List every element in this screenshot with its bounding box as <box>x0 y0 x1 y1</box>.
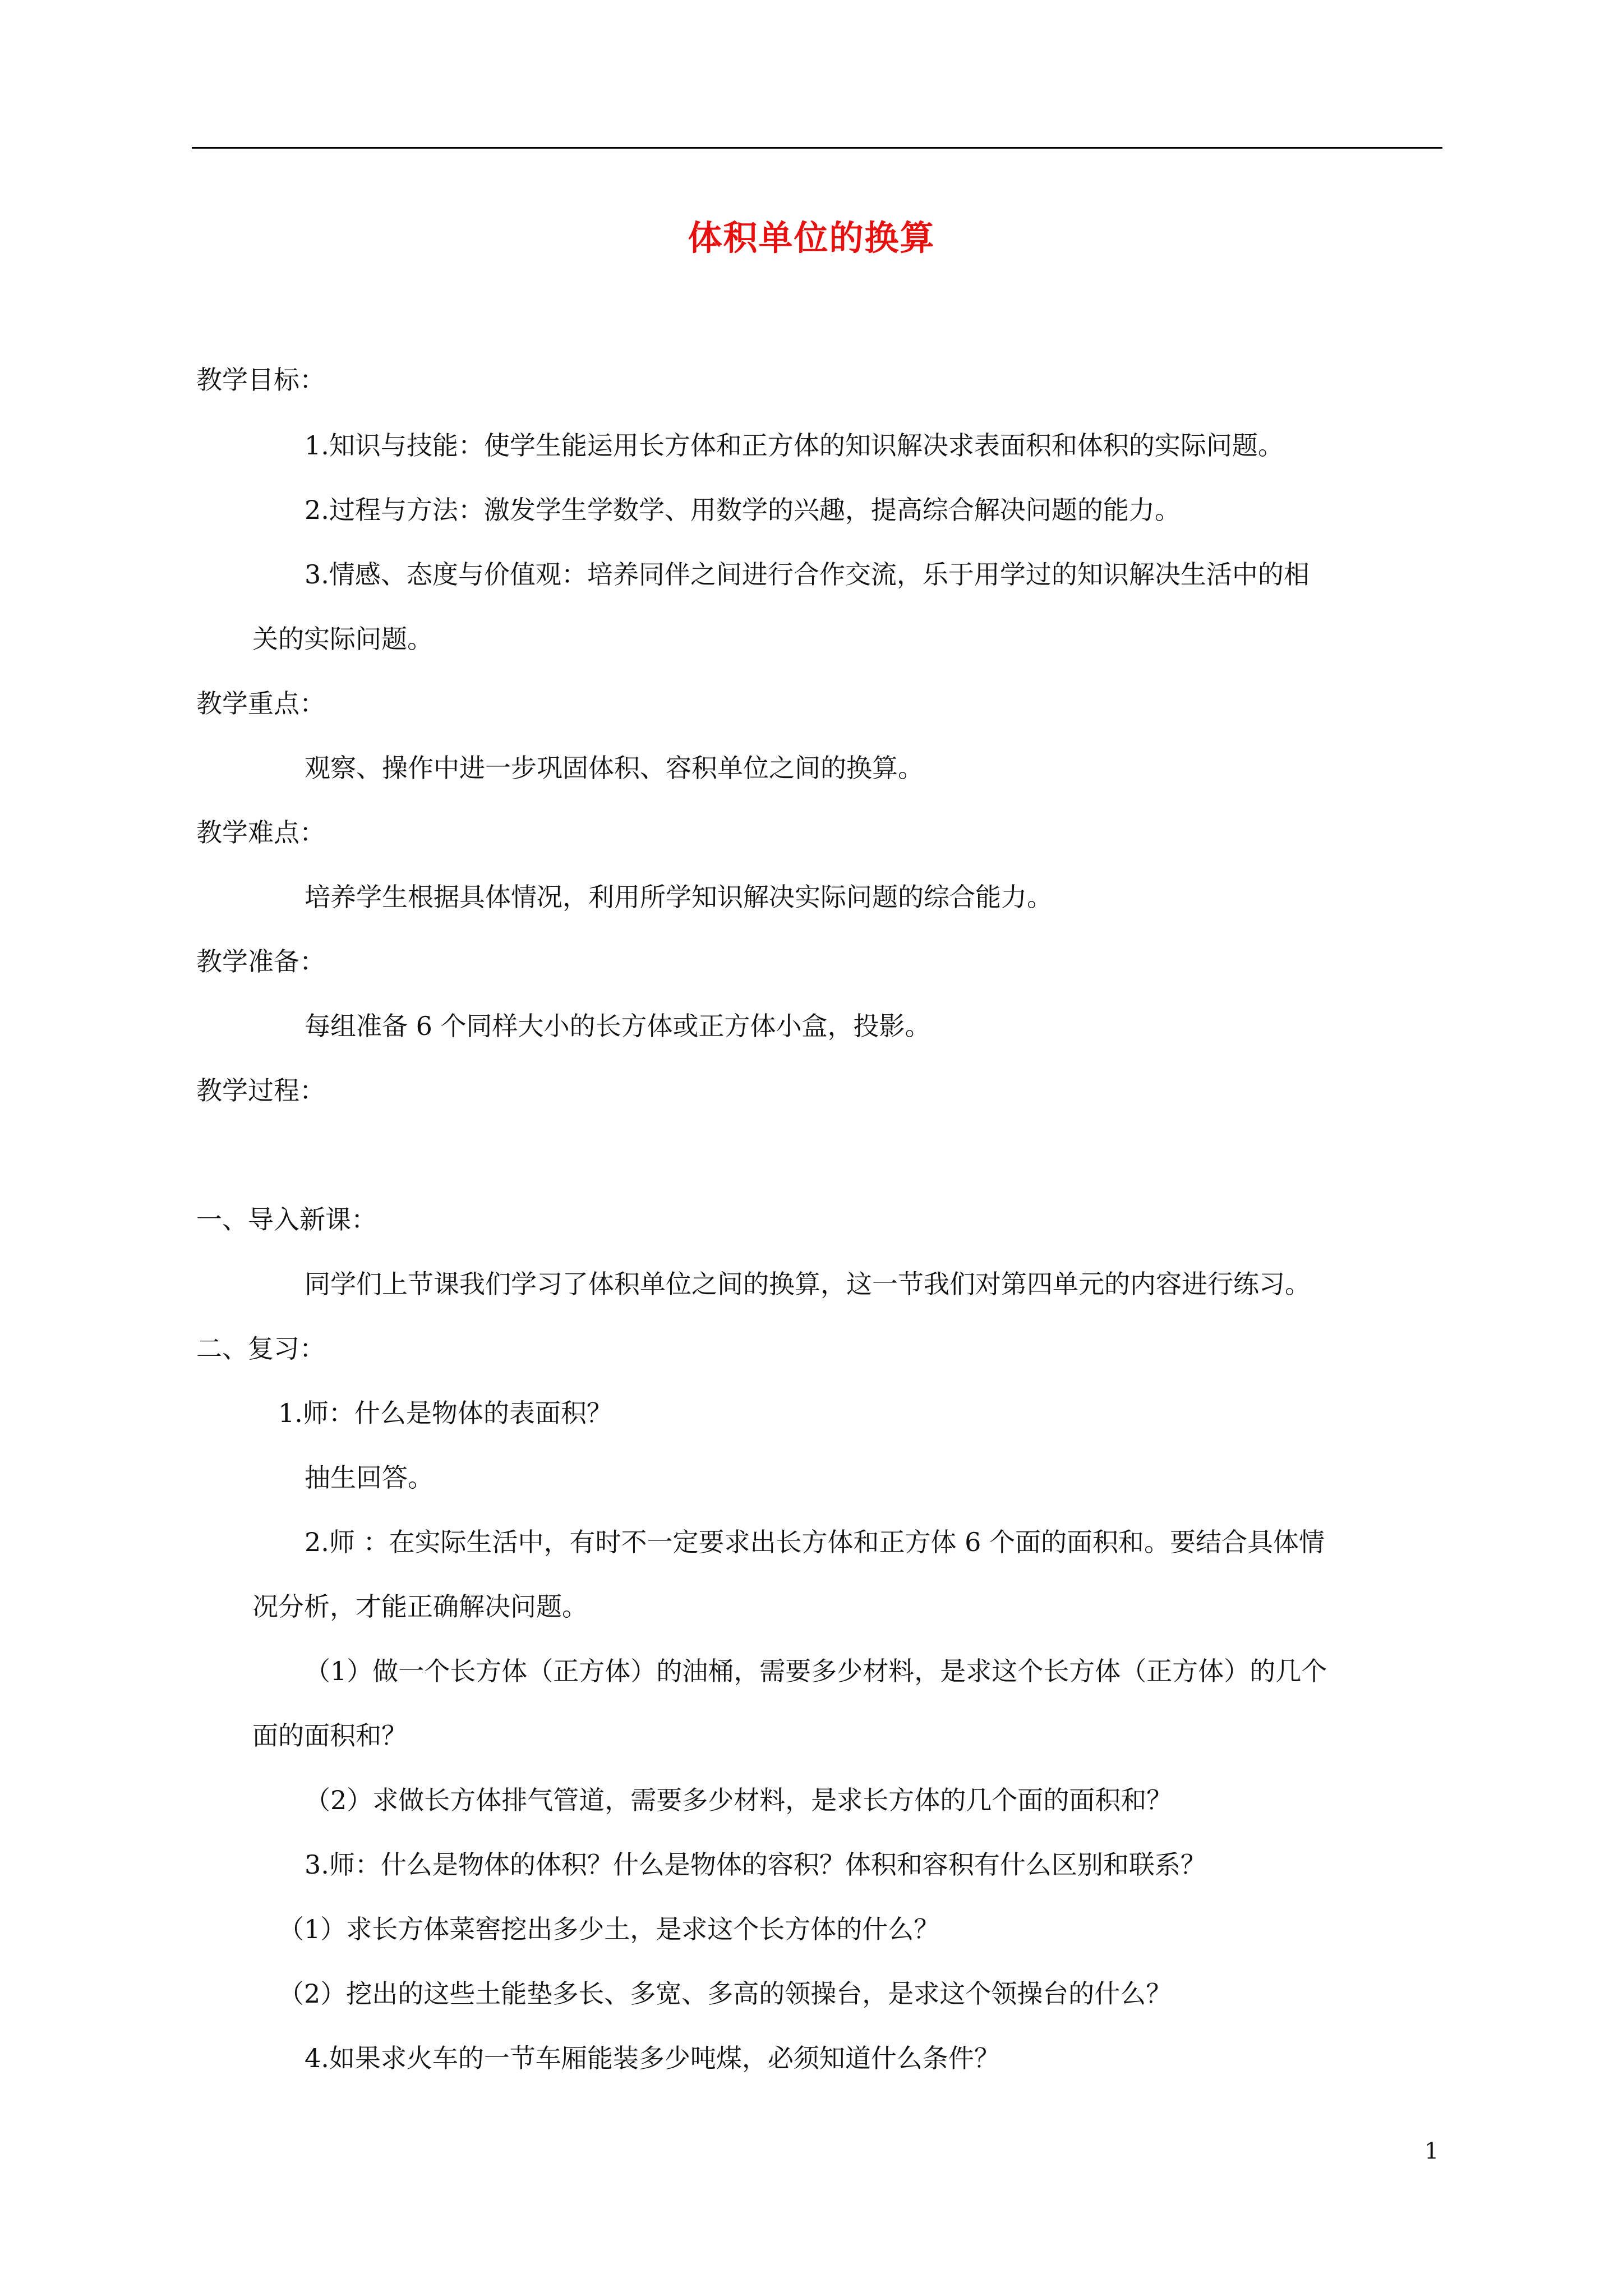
key-points-text: 观察、操作中进一步巩固体积、容积单位之间的换算。 <box>305 753 924 783</box>
objective-3-continued: 关的实际问题。 <box>252 624 433 654</box>
section-heading-process: 教学过程： <box>196 1075 325 1106</box>
review-item-2-sub-2: （2）求做长方体排气管道，需要多少材料，是求长方体的几个面的面积和？ <box>305 1785 1173 1815</box>
review-item-2: 2.师 ：在实际生活中，有时不一定要求出长方体和正方体 6 个面的面积和。要结合具体情 <box>305 1527 1325 1557</box>
header-rule <box>192 147 1442 149</box>
review-item-3: 3.师：什么是物体的体积？什么是物体的容积？体积和容积有什么区别和联系？ <box>305 1849 1206 1880</box>
document-title: 体积单位的换算 <box>688 218 935 258</box>
review-item-1: 1.师：什么是物体的表面积？ <box>278 1398 612 1428</box>
review-item-2-continued: 况分析，才能正确解决问题。 <box>252 1591 588 1622</box>
difficulties-text: 培养学生根据具体情况，利用所学知识解决实际问题的综合能力。 <box>305 882 1053 912</box>
section-heading-objectives: 教学目标： <box>196 365 325 395</box>
review-item-2-sub-1-continued: 面的面积和？ <box>252 1720 407 1751</box>
section-heading-introduction: 一、导入新课： <box>196 1204 377 1235</box>
section-heading-review: 二、复习： <box>196 1333 325 1364</box>
preparation-text: 每组准备 6 个同样大小的长方体或正方体小盒，投影。 <box>305 1011 931 1041</box>
review-item-4: 4.如果求火车的一节车厢能装多少吨煤，必须知道什么条件？ <box>305 2043 1000 2073</box>
review-item-2-sub-1: （1）做一个长方体（正方体）的油桶，需要多少材料，是求这个长方体（正方体）的几个 <box>305 1656 1327 1686</box>
section-heading-key-points: 教学重点： <box>196 688 325 719</box>
review-item-1-answer: 抽生回答。 <box>305 1462 434 1493</box>
page-number: 1 <box>1424 2138 1439 2164</box>
review-item-3-sub-1: （1）求长方体菜窖挖出多少土，是求这个长方体的什么？ <box>278 1914 940 1944</box>
section-heading-difficulties: 教学难点： <box>196 817 325 848</box>
objective-1: 1.知识与技能：使学生能运用长方体和正方体的知识解决求表面积和体积的实际问题。 <box>305 430 1284 461</box>
introduction-text: 同学们上节课我们学习了体积单位之间的换算，这一节我们对第四单元的内容进行练习。 <box>305 1269 1311 1299</box>
objective-2: 2.过程与方法：激发学生学数学、用数学的兴趣，提高综合解决问题的能力。 <box>305 495 1181 525</box>
section-heading-preparation: 教学准备： <box>196 946 325 977</box>
review-item-3-sub-2: （2）挖出的这些土能垫多长、多宽、多高的领操台，是求这个领操台的什么？ <box>278 1978 1172 2009</box>
objective-3: 3.情感、态度与价值观：培养同伴之间进行合作交流，乐于用学过的知识解决生活中的相 <box>305 559 1310 590</box>
